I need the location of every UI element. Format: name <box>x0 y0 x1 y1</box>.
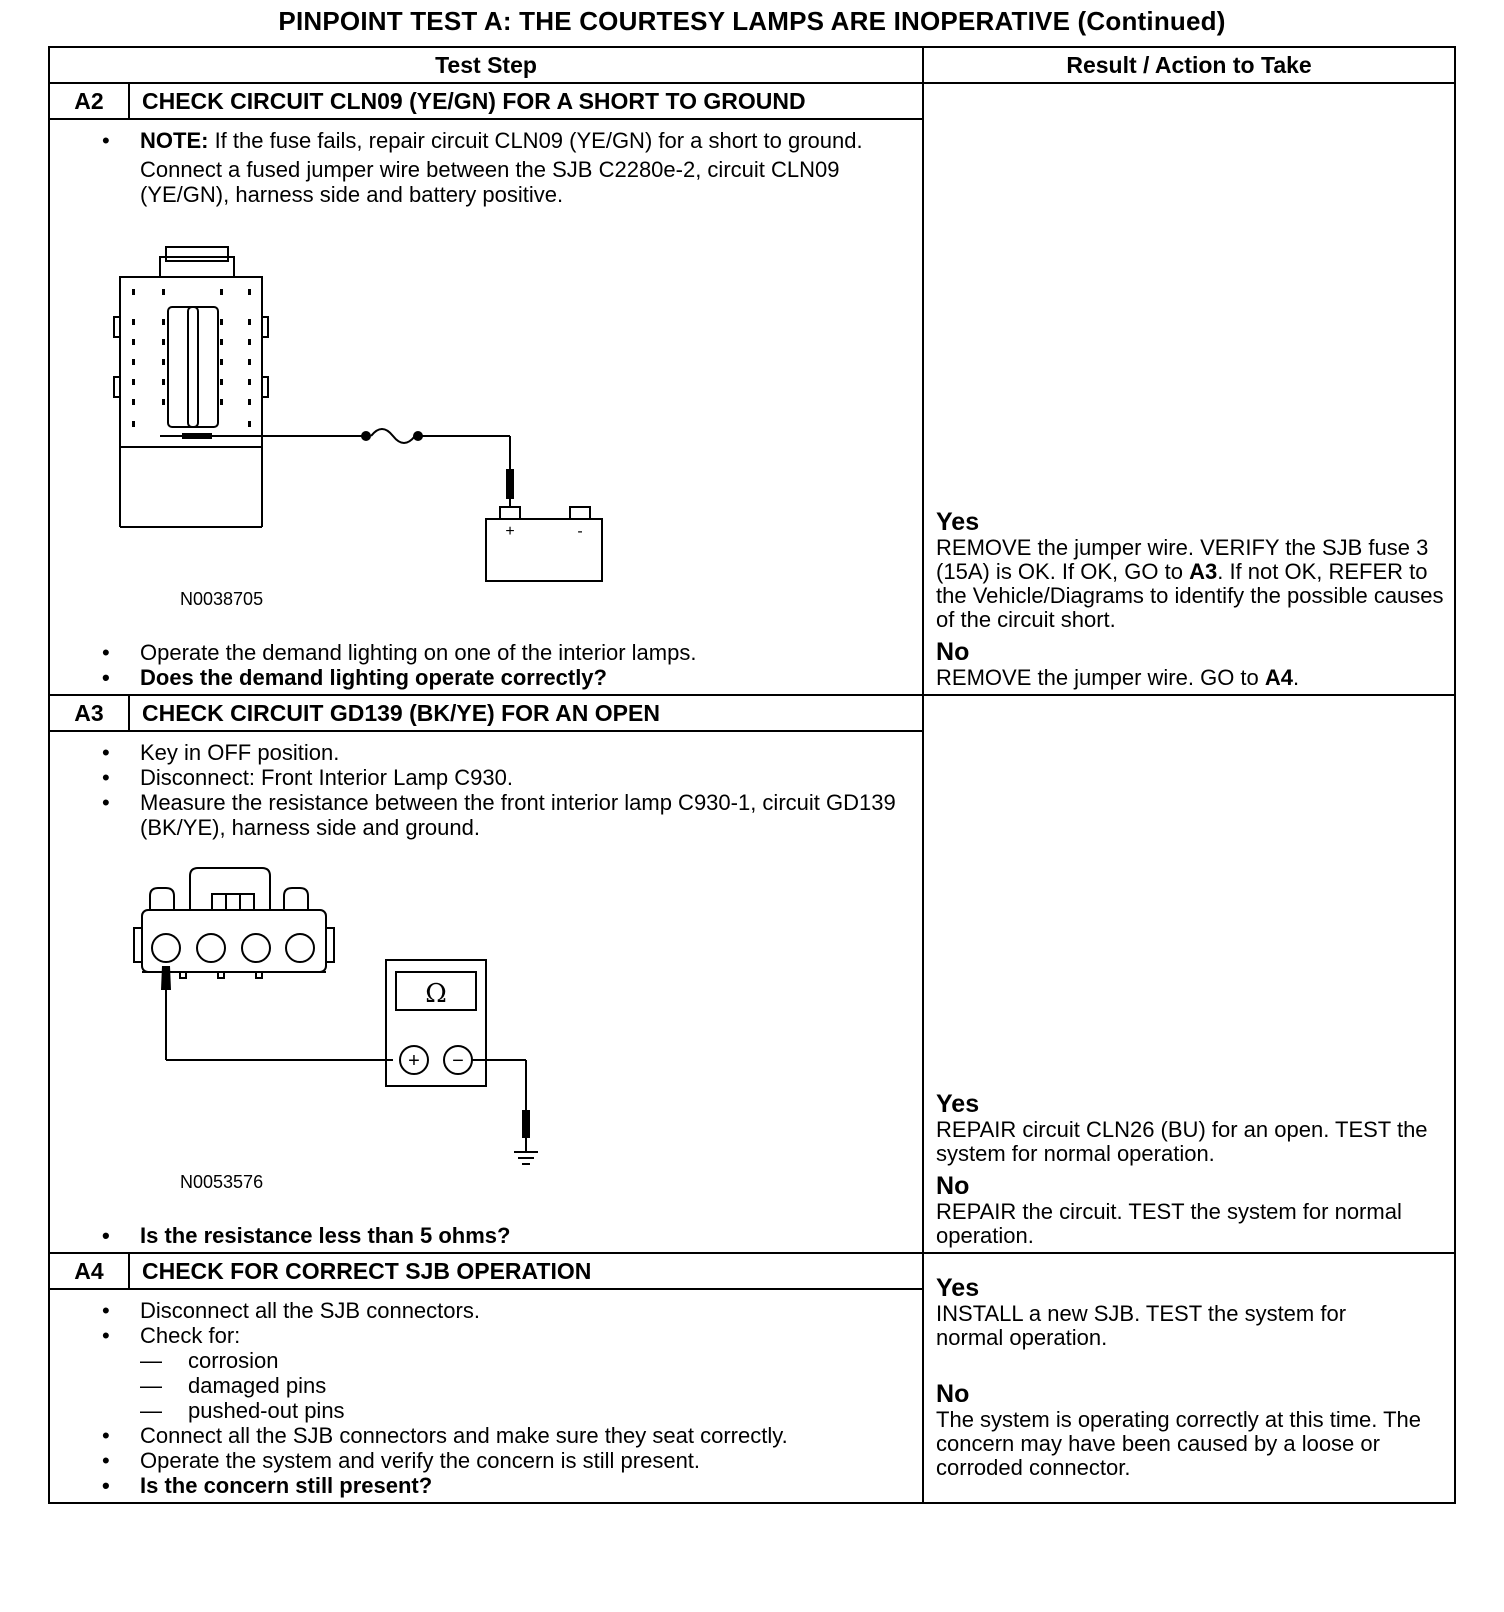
step-id: A3 <box>49 695 129 731</box>
step-a2-title-row <box>49 83 1455 119</box>
battery-minus-label: - <box>577 523 583 540</box>
figure-id: N0053576 <box>180 1172 264 1192</box>
bullet-item: • Disconnect: Front Interior Lamp C930. <box>102 765 513 790</box>
header-test-step: Test Step <box>49 47 923 83</box>
question-item: • Does the demand lighting operate correctly? <box>102 665 607 690</box>
meter-plus-label: + <box>408 1050 420 1072</box>
yes-label: Yes <box>936 1274 980 1302</box>
sub-item: — damaged pins <box>140 1373 327 1398</box>
bullet-item: • Key in OFF position. <box>102 740 340 765</box>
question-item: • Is the concern still present? <box>102 1473 433 1498</box>
step-a4-body <box>49 1289 923 1503</box>
step-a3-title-row <box>49 695 1455 731</box>
step-id: A2 <box>49 83 129 119</box>
note-item: • NOTE: If the fuse fails, repair circuit CLN09 (YE/GN) for a short to ground. <box>102 128 863 153</box>
yes-label: Yes <box>936 508 980 536</box>
bullet-item: • Disconnect all the SJB connectors. <box>102 1298 480 1323</box>
bullet-item: • Connect all the SJB connectors and make sure they seat correctly. <box>102 1423 788 1448</box>
no-label: No <box>936 1172 970 1200</box>
no-text: REMOVE the jumper wire. GO to A4. <box>936 665 1300 690</box>
yes-label: Yes <box>936 1090 980 1118</box>
page-title: PINPOINT TEST A: THE COURTESY LAMPS ARE INOPERATIVE (Continued) <box>278 6 1226 36</box>
battery-plus-label: + <box>505 523 515 540</box>
lamp-connector-ohmmeter-diagram <box>70 840 670 1190</box>
yes-text: REPAIR circuit CLN26 (BU) for an open. TEST the system for normal operation. <box>936 1117 1428 1166</box>
step-title: CHECK FOR CORRECT SJB OPERATION <box>129 1253 923 1289</box>
bullet-item: • Measure the resistance between the front interior lamp C930-1, circuit GD139 (BK/YE), harness side and ground. <box>102 790 896 840</box>
yes-text: REMOVE the jumper wire. VERIFY the SJB fuse 3 (15A) is OK. If OK, GO to A3. If not OK, REFER to the Vehicle/Diagrams to identify the possible causes of the circuit short. <box>936 535 1444 632</box>
no-text: REPAIR the circuit. TEST the system for normal operation. <box>936 1199 1402 1248</box>
pinpoint-test-table <box>48 46 1456 1504</box>
step-a3-body <box>49 731 923 1253</box>
step-a4-title-row <box>49 1253 1455 1289</box>
sub-item: — corrosion <box>140 1348 279 1373</box>
ohm-symbol: Ω <box>425 979 447 1009</box>
question-item: • Is the resistance less than 5 ohms? <box>102 1223 511 1248</box>
step-a2-body <box>49 119 923 695</box>
step-a3-result <box>923 695 1455 1253</box>
no-text: The system is operating correctly at this time. The concern may have been caused by a loose or corroded connector. <box>936 1407 1422 1480</box>
no-label: No <box>936 638 970 666</box>
bullet-item: • Operate the system and verify the concern is still present. <box>102 1448 701 1473</box>
bullet-item: • Operate the demand lighting on one of the interior lamps. <box>102 640 697 665</box>
note-continuation: Connect a fused jumper wire between the SJB C2280e-2, circuit CLN09 (YE/GN), harness side and battery positive. <box>140 157 840 207</box>
yes-text: INSTALL a new SJB. TEST the system for normal operation. <box>936 1301 1347 1350</box>
step-title: CHECK CIRCUIT GD139 (BK/YE) FOR AN OPEN <box>129 695 923 731</box>
step-a2-result <box>923 83 1455 695</box>
header-result: Result / Action to Take <box>923 47 1455 83</box>
meter-minus-label: − <box>452 1050 464 1072</box>
sjb-connector-battery-diagram <box>70 207 670 587</box>
bullet-item: • Check for: — corrosion — damaged pins — pushed-out pins <box>140 1323 912 1423</box>
sub-item: — pushed-out pins <box>140 1398 345 1423</box>
step-id: A4 <box>49 1253 129 1289</box>
header-row <box>49 47 1455 83</box>
step-title: CHECK CIRCUIT CLN09 (YE/GN) FOR A SHORT TO GROUND <box>129 83 923 119</box>
no-label: No <box>936 1380 970 1408</box>
figure-id: N0038705 <box>180 589 264 609</box>
step-a4-result <box>923 1253 1455 1503</box>
